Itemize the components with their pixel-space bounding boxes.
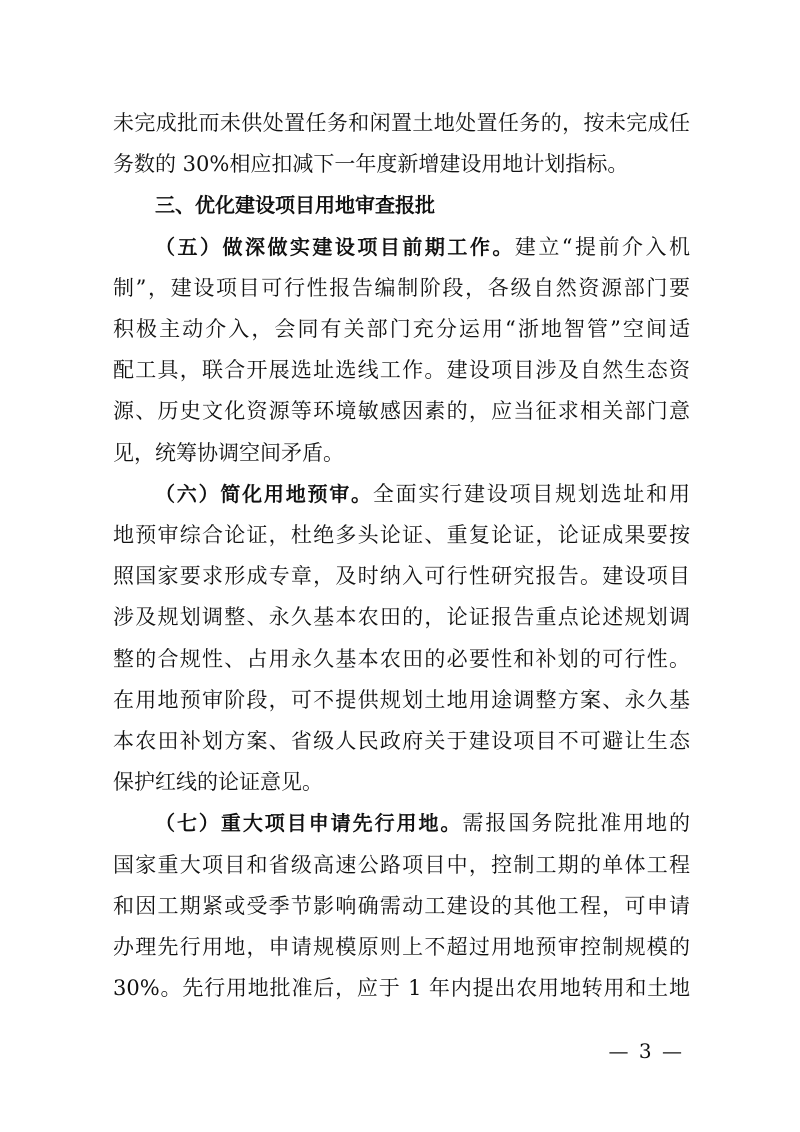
body-line: 务数的 30%相应扣减下一年度新增建设用地计划指标。 (113, 152, 629, 177)
body-line: 在用地预审阶段，可不提供规划土地用途调整方案、永久基 (113, 687, 690, 712)
document-page (113, 103, 690, 1009)
body-line: 和因工期紧或受季节影响确需动工建设的其他工程，可申请 (113, 893, 690, 918)
body-line: 制”，建设项目可行性报告编制阶段，各级自然资源部门要 (113, 275, 690, 300)
paragraph-text: 建立“提前介入机 (514, 234, 690, 259)
body-line: 地预审综合论证，杜绝多头论证、重复论证，论证成果要按 (113, 523, 690, 548)
paragraph-lead: （五）做深做实建设项目前期工作。 (155, 234, 515, 259)
section-heading: 三、优化建设项目用地审查报批 (155, 193, 435, 218)
body-line: 涉及规划调整、永久基本农田的，论证报告重点论述规划调 (113, 605, 690, 630)
page-number: — 3 — (608, 1039, 684, 1063)
paragraph-first-line (113, 227, 690, 268)
body-line: 本农田补划方案、省级人民政府关于建设项目不可避让生态 (113, 729, 690, 754)
paragraph-first-line (113, 474, 690, 515)
paragraph-text: 需报国务院批准用地的 (462, 811, 691, 836)
body-line: 配工具，联合开展选址选线工作。建设项目涉及自然生态资 (113, 358, 690, 383)
paragraph-text: 全面实行建设项目规划选址和用 (372, 481, 691, 506)
paragraph-first-line (113, 803, 690, 844)
body-line: 源、历史文化资源等环境敏感因素的，应当征求相关部门意 (113, 399, 690, 424)
body-line: 整的合规性、占用永久基本农田的必要性和补划的可行性。 (113, 646, 690, 671)
paragraph-lead: （七）重大项目申请先行用地。 (155, 811, 463, 836)
body-line: 积极主动介入，会同有关部门充分运用“浙地智管”空间适 (113, 317, 690, 342)
body-line: 保护红线的论证意见。 (113, 770, 323, 795)
body-line: 见，统筹协调空间矛盾。 (113, 440, 344, 465)
body-line: 国家重大项目和省级高速公路项目中，控制工期的单体工程 (113, 852, 690, 877)
body-line: 照国家要求形成专章，及时纳入可行性研究报告。建设项目 (113, 564, 690, 589)
paragraph-lead: （六）简化用地预审。 (155, 481, 373, 506)
body-line: 办理先行用地，申请规模原则上不超过用地预审控制规模的 (113, 935, 690, 960)
body-line: 未完成批而未供处置任务和闲置土地处置任务的，按未完成任 (113, 111, 690, 135)
body-line: 30%。先行用地批准后，应于 1 年内提出农用地转用和土地 (113, 976, 690, 1001)
